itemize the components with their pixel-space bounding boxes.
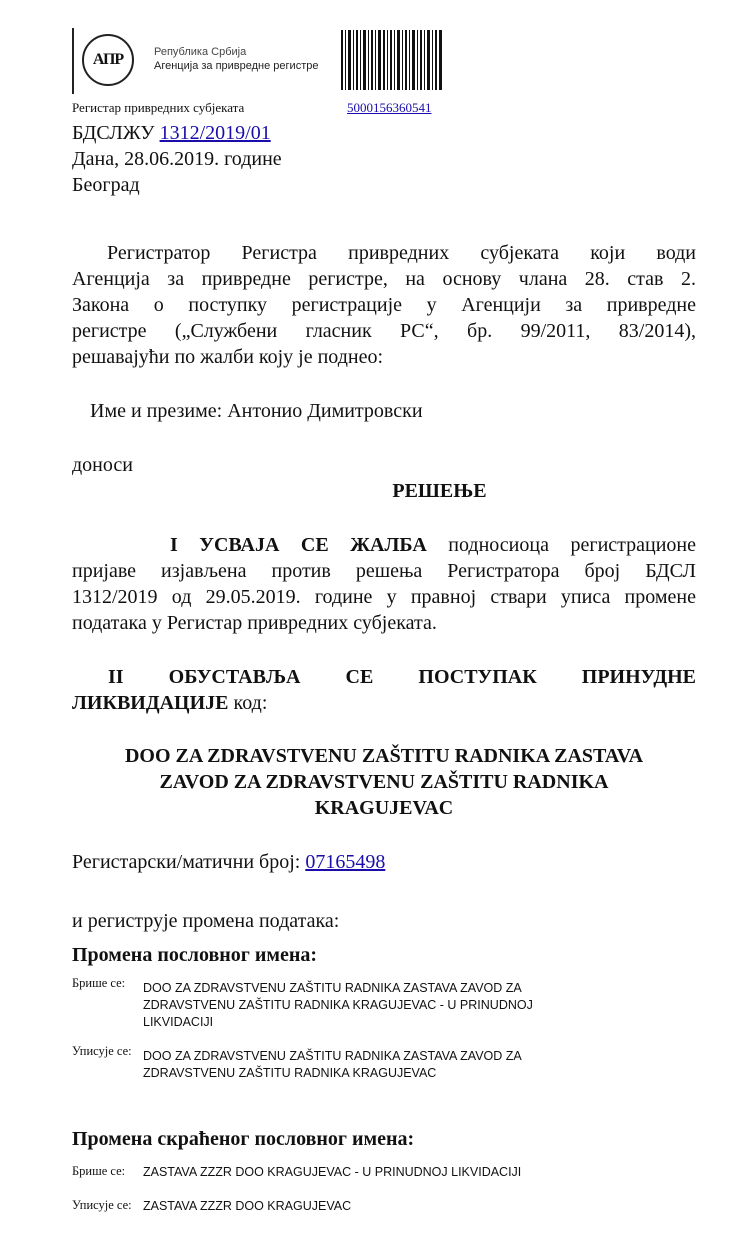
date-line: Дана, 28.06.2019. године bbox=[72, 148, 282, 170]
section-2-word: ПОСТУПАК bbox=[418, 666, 537, 688]
short-name-deleted-label: Брише се: bbox=[72, 1164, 126, 1178]
section-2-line-1 bbox=[72, 664, 696, 690]
name-deleted-line: LIKVIDACIJI bbox=[143, 1015, 214, 1029]
city: Београд bbox=[72, 174, 140, 196]
section-1-line: 1312/2019 од 29.05.2019. године у правној ствари уписа промене bbox=[72, 586, 696, 608]
apr-logo-text: АПР bbox=[92, 51, 124, 68]
name-added-line: ZDRAVSTVENU ZAŠTITU RADNIKA KRAGUJEVAC bbox=[143, 1066, 437, 1080]
section-2-rest: код: bbox=[228, 692, 268, 714]
section-2-word: СЕ bbox=[345, 666, 374, 688]
section-1-heading: I УСВАЈА СЕ ЖАЛБА bbox=[170, 534, 427, 556]
name-added-value bbox=[143, 1048, 522, 1082]
barcode-number-link[interactable]: 5000156360541 bbox=[347, 100, 432, 115]
intro-line: регистре („Службени гласник РС“, бр. 99/2011, 83/2014), bbox=[72, 320, 696, 342]
name-added-line: DOO ZA ZDRAVSTVENU ZAŠTITU RADNIKA ZASTAVA ZAVOD ZA bbox=[143, 1049, 522, 1063]
section-2-word: II bbox=[108, 666, 124, 688]
name-added-label: Уписује се: bbox=[72, 1044, 132, 1058]
header-box bbox=[72, 28, 336, 94]
intro-paragraph bbox=[72, 240, 696, 370]
agency-name-line2: Агенција за привредне регистре bbox=[154, 60, 319, 72]
intro-line: Регистратор Регистра привредних субјеката који води bbox=[107, 242, 696, 264]
case-number-line bbox=[72, 120, 271, 146]
intro-line: Агенција за привредне регистре, на основу члана 28. став 2. bbox=[72, 268, 696, 290]
section-2-word: ПРИНУДНЕ bbox=[581, 666, 696, 688]
section-1-line: података у Регистар привредних субјеката. bbox=[72, 612, 437, 634]
section-1-line: пријаве изјављена против решења Регистратора број БДСЛ bbox=[72, 560, 696, 582]
agency-name-line1: Република Србија bbox=[154, 46, 247, 58]
intro-line: решавајући по жалби коју је поднео: bbox=[72, 346, 384, 368]
name-deleted-line: ZDRAVSTVENU ZAŠTITU RADNIKA KRAGUJEVAC - U PRINUDNOJ bbox=[143, 998, 533, 1012]
name-change-title: Промена пословног имена: bbox=[72, 944, 318, 966]
section-2-bold: ЛИКВИДАЦИЈЕ bbox=[72, 692, 229, 714]
registration-number-line bbox=[72, 849, 385, 875]
registration-label: Регистарски/матични број: bbox=[72, 851, 301, 873]
case-number-link[interactable]: 1312/2019/01 bbox=[159, 122, 271, 144]
donosi-text: доноси bbox=[72, 454, 133, 476]
name-deleted-value bbox=[143, 980, 533, 1031]
company-name-line: KRAGUJEVAC bbox=[314, 797, 454, 819]
registry-label: Регистар привредних субјеката bbox=[72, 100, 245, 115]
intro-line: Закона о поступку регистрације у Агенцији за привредне bbox=[72, 294, 696, 316]
short-name-added-label: Уписује се: bbox=[72, 1198, 132, 1212]
company-name-line: ZAVOD ZA ZDRAVSTVENU ZAŠTITU RADNIKA bbox=[159, 771, 609, 793]
case-prefix: БДСЛЖУ bbox=[72, 122, 155, 144]
section-2 bbox=[72, 664, 696, 716]
name-deleted-line: DOO ZA ZDRAVSTVENU ZAŠTITU RADNIKA ZASTAVA ZAVOD ZA bbox=[143, 981, 522, 995]
company-name-line: DOO ZA ZDRAVSTVENU ZAŠTITU RADNIKA ZASTAVA bbox=[124, 745, 644, 767]
name-deleted-label: Брише се: bbox=[72, 976, 126, 990]
registration-number-link[interactable]: 07165498 bbox=[305, 851, 386, 873]
verdict-title: РЕШЕЊЕ bbox=[392, 480, 487, 502]
section-2-word: ОБУСТАВЉА bbox=[168, 666, 301, 688]
section-2-line-2 bbox=[72, 690, 696, 716]
appellant-line: Име и презиме: Антонио Димитровски bbox=[90, 400, 423, 422]
apr-logo bbox=[82, 34, 134, 86]
barcode bbox=[340, 28, 444, 94]
short-name-added-value: ZASTAVA ZZZR DOO KRAGUJEVAC bbox=[143, 1199, 352, 1213]
changes-intro: и региструје промена података: bbox=[72, 910, 340, 932]
company-name bbox=[72, 743, 696, 821]
section-1-line bbox=[72, 532, 696, 558]
short-name-deleted-value: ZASTAVA ZZZR DOO KRAGUJEVAC - U PRINUDNOJ LIKVIDACIJI bbox=[143, 1165, 522, 1179]
section-1-rest: подносиоца регистрационе bbox=[448, 534, 696, 556]
short-name-change-title: Промена скраћеног пословног имена: bbox=[72, 1128, 415, 1150]
section-1 bbox=[72, 532, 696, 636]
